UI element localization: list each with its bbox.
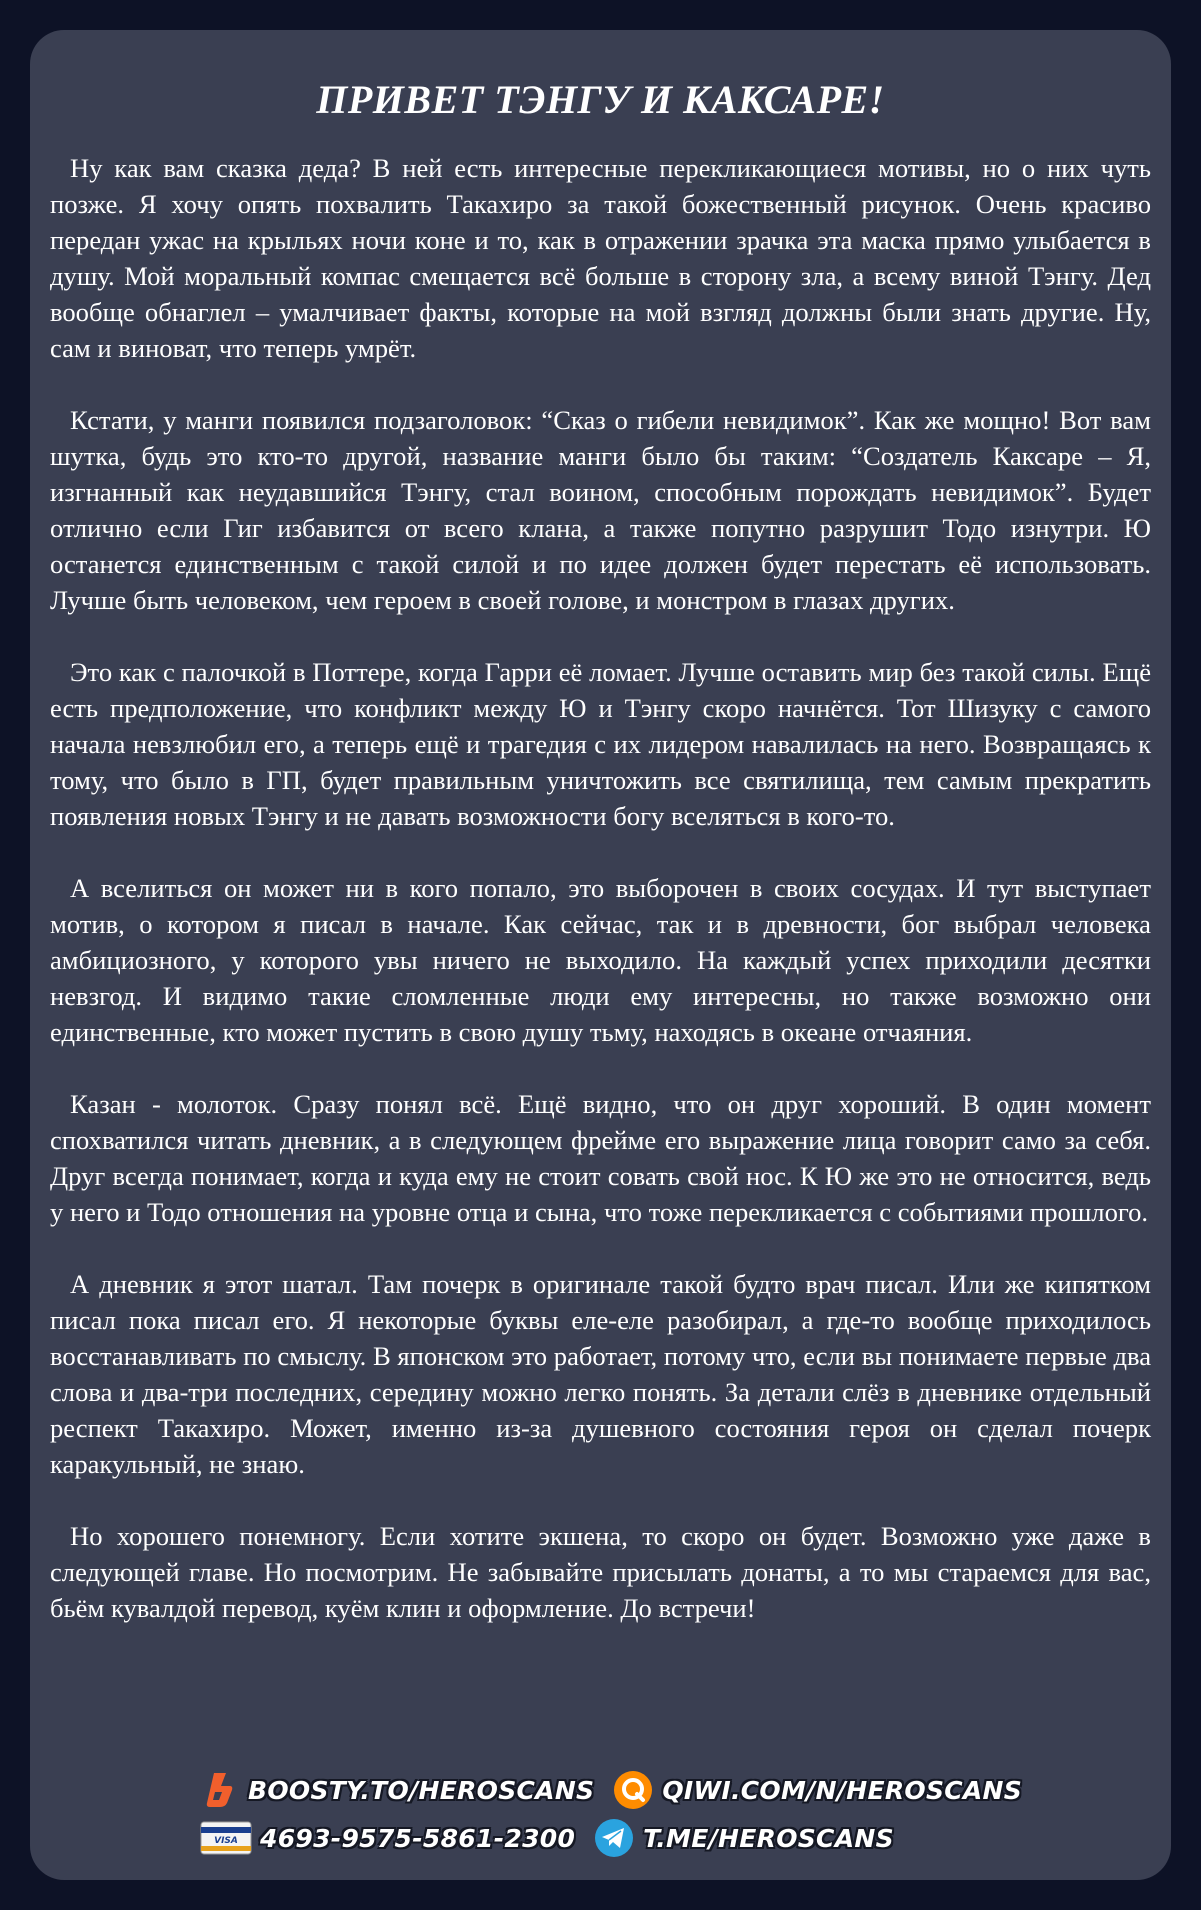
visa-card-icon: [200, 1820, 252, 1856]
paragraph: Но хорошего понемногу. Если хотите экшена, то скоро он будет. Возможно уже даже в следующей главе. Но посмотрим. Не забывайте присылать донаты, а то мы стараемся для вас, бьём кувалдой перевод, куём клин и оформление. До встречи!: [50, 1521, 1151, 1623]
telegram-link-text: T.ME/HEROSCANS: [643, 1823, 894, 1853]
paragraph: Это как с палочкой в Поттере, когда Гарри её ломает. Лучше оставить мир без такой силы. Ещё есть предположение, что конфликт между Ю и Тэнгу скоро начнётся. Тот Шизуку с самого начала невзлюбил его, а теперь ещё и трагедия с их лидером навалилась на него. Возвращаясь к тому, что было в ГП, будет правильным уничтожить все святилища, тем самым прекратить появления новых Тэнгу и не давать возможности богу вселяться в кого-то.: [50, 657, 1151, 831]
paragraph: Кстати, у манги появился подзаголовок: “Сказ о гибели невидимок”. Как же мощно! Вот вам шутка, будь это кто-то другой, название манги было бы таким: “Создатель Каксаре – Я, изгнанный как неудавшийся Тэнгу, стал воином, способным порождать невидимок”. Будет отлично если Гиг избавится от всего клана, а также попутно разрушит Тодо изнутри. Ю останется единственным с такой силой и по идее должен будет перестать её использовать. Лучше быть человеком, чем героем в своей голове, и монстром в глазах других.: [50, 405, 1151, 615]
card-number-text: 4693-9575-5861-2300: [260, 1823, 576, 1853]
links-row-2: [200, 1816, 912, 1860]
page-title: ПРИВЕТ ТЭНГУ И КАКСАРЕ!: [316, 77, 885, 122]
boosty-link[interactable]: [200, 1770, 594, 1810]
boosty-link-text: BOOSTY.TO/HEROSCANS: [248, 1775, 595, 1805]
paragraph: Казан - молоток. Сразу понял всё. Ещё видно, что он друг хороший. В один момент спохватился читать дневник, а в следующем фрейме его выражение лица говорит само за себя. Друг всегда понимает, когда и куда ему не стоит совать свой нос. К Ю же это не относится, ведь у него и Тодо отношения на уровне отца и сына, что тоже перекликается с событиями прошлого.: [50, 1089, 1151, 1227]
svg-text:VISA: VISA: [214, 1836, 238, 1846]
telegram-icon: [593, 1817, 635, 1859]
paragraph: А вселиться он может ни в кого попало, это выборочен в своих сосудах. И тут выступает мотив, о котором я писал в начале. Как сейчас, так и в древности, бог выбрал человека амбициозного, у которого увы ничего не выходило. На каждый успех приходили десятки невзгод. И видимо такие сломленные люди ему интересны, но также возможно они единственные, кто может пустить в свою душу тьму, находясь в океане отчаяния.: [50, 873, 1151, 1047]
qiwi-link[interactable]: [612, 1769, 1022, 1811]
paragraph: Ну как вам сказка деда? В ней есть интересные перекликающиеся мотивы, но о них чуть позже. Я хочу опять похвалить Такахиро за такой божественный рисунок. Очень красиво передан ужас на крыльях ночи коне и то, как в отражении зрачка эта маска прямо улыбается в душу. Мой моральный компас смещается всё больше в сторону зла, а всему виной Тэнгу. Дед вообще обнаглел – умалчивает факты, которые на мой взгляд должны были знать другие. Ну, сам и виноват, что теперь умрёт.: [50, 153, 1151, 363]
card-number[interactable]: [200, 1820, 575, 1856]
qiwi-link-text: QIWI.COM/N/HEROSCANS: [662, 1775, 1023, 1805]
qiwi-icon: [612, 1769, 654, 1811]
links-row-1: [200, 1768, 1040, 1812]
donation-links: [200, 1768, 1023, 1868]
message-card: [30, 30, 1171, 1880]
telegram-link[interactable]: [593, 1817, 894, 1859]
boosty-icon: [200, 1770, 240, 1810]
message-body: [50, 150, 1151, 1662]
paragraph: А дневник я этот шатал. Там почерк в оригинале такой будто врач писал. Или же кипятком писал пока писал его. Я некоторые буквы еле-еле разобирал, а где-то вообще приходилось восстанавливать по смыслу. В японском это работает, потому что, если вы понимаете первые два слова и два-три последних, середину можно легко понять. За детали слёз в дневнике отдельный респект Такахиро. Может, именно из-за душевного состояния героя он сделал почерк каракульный, не знаю.: [50, 1269, 1151, 1479]
